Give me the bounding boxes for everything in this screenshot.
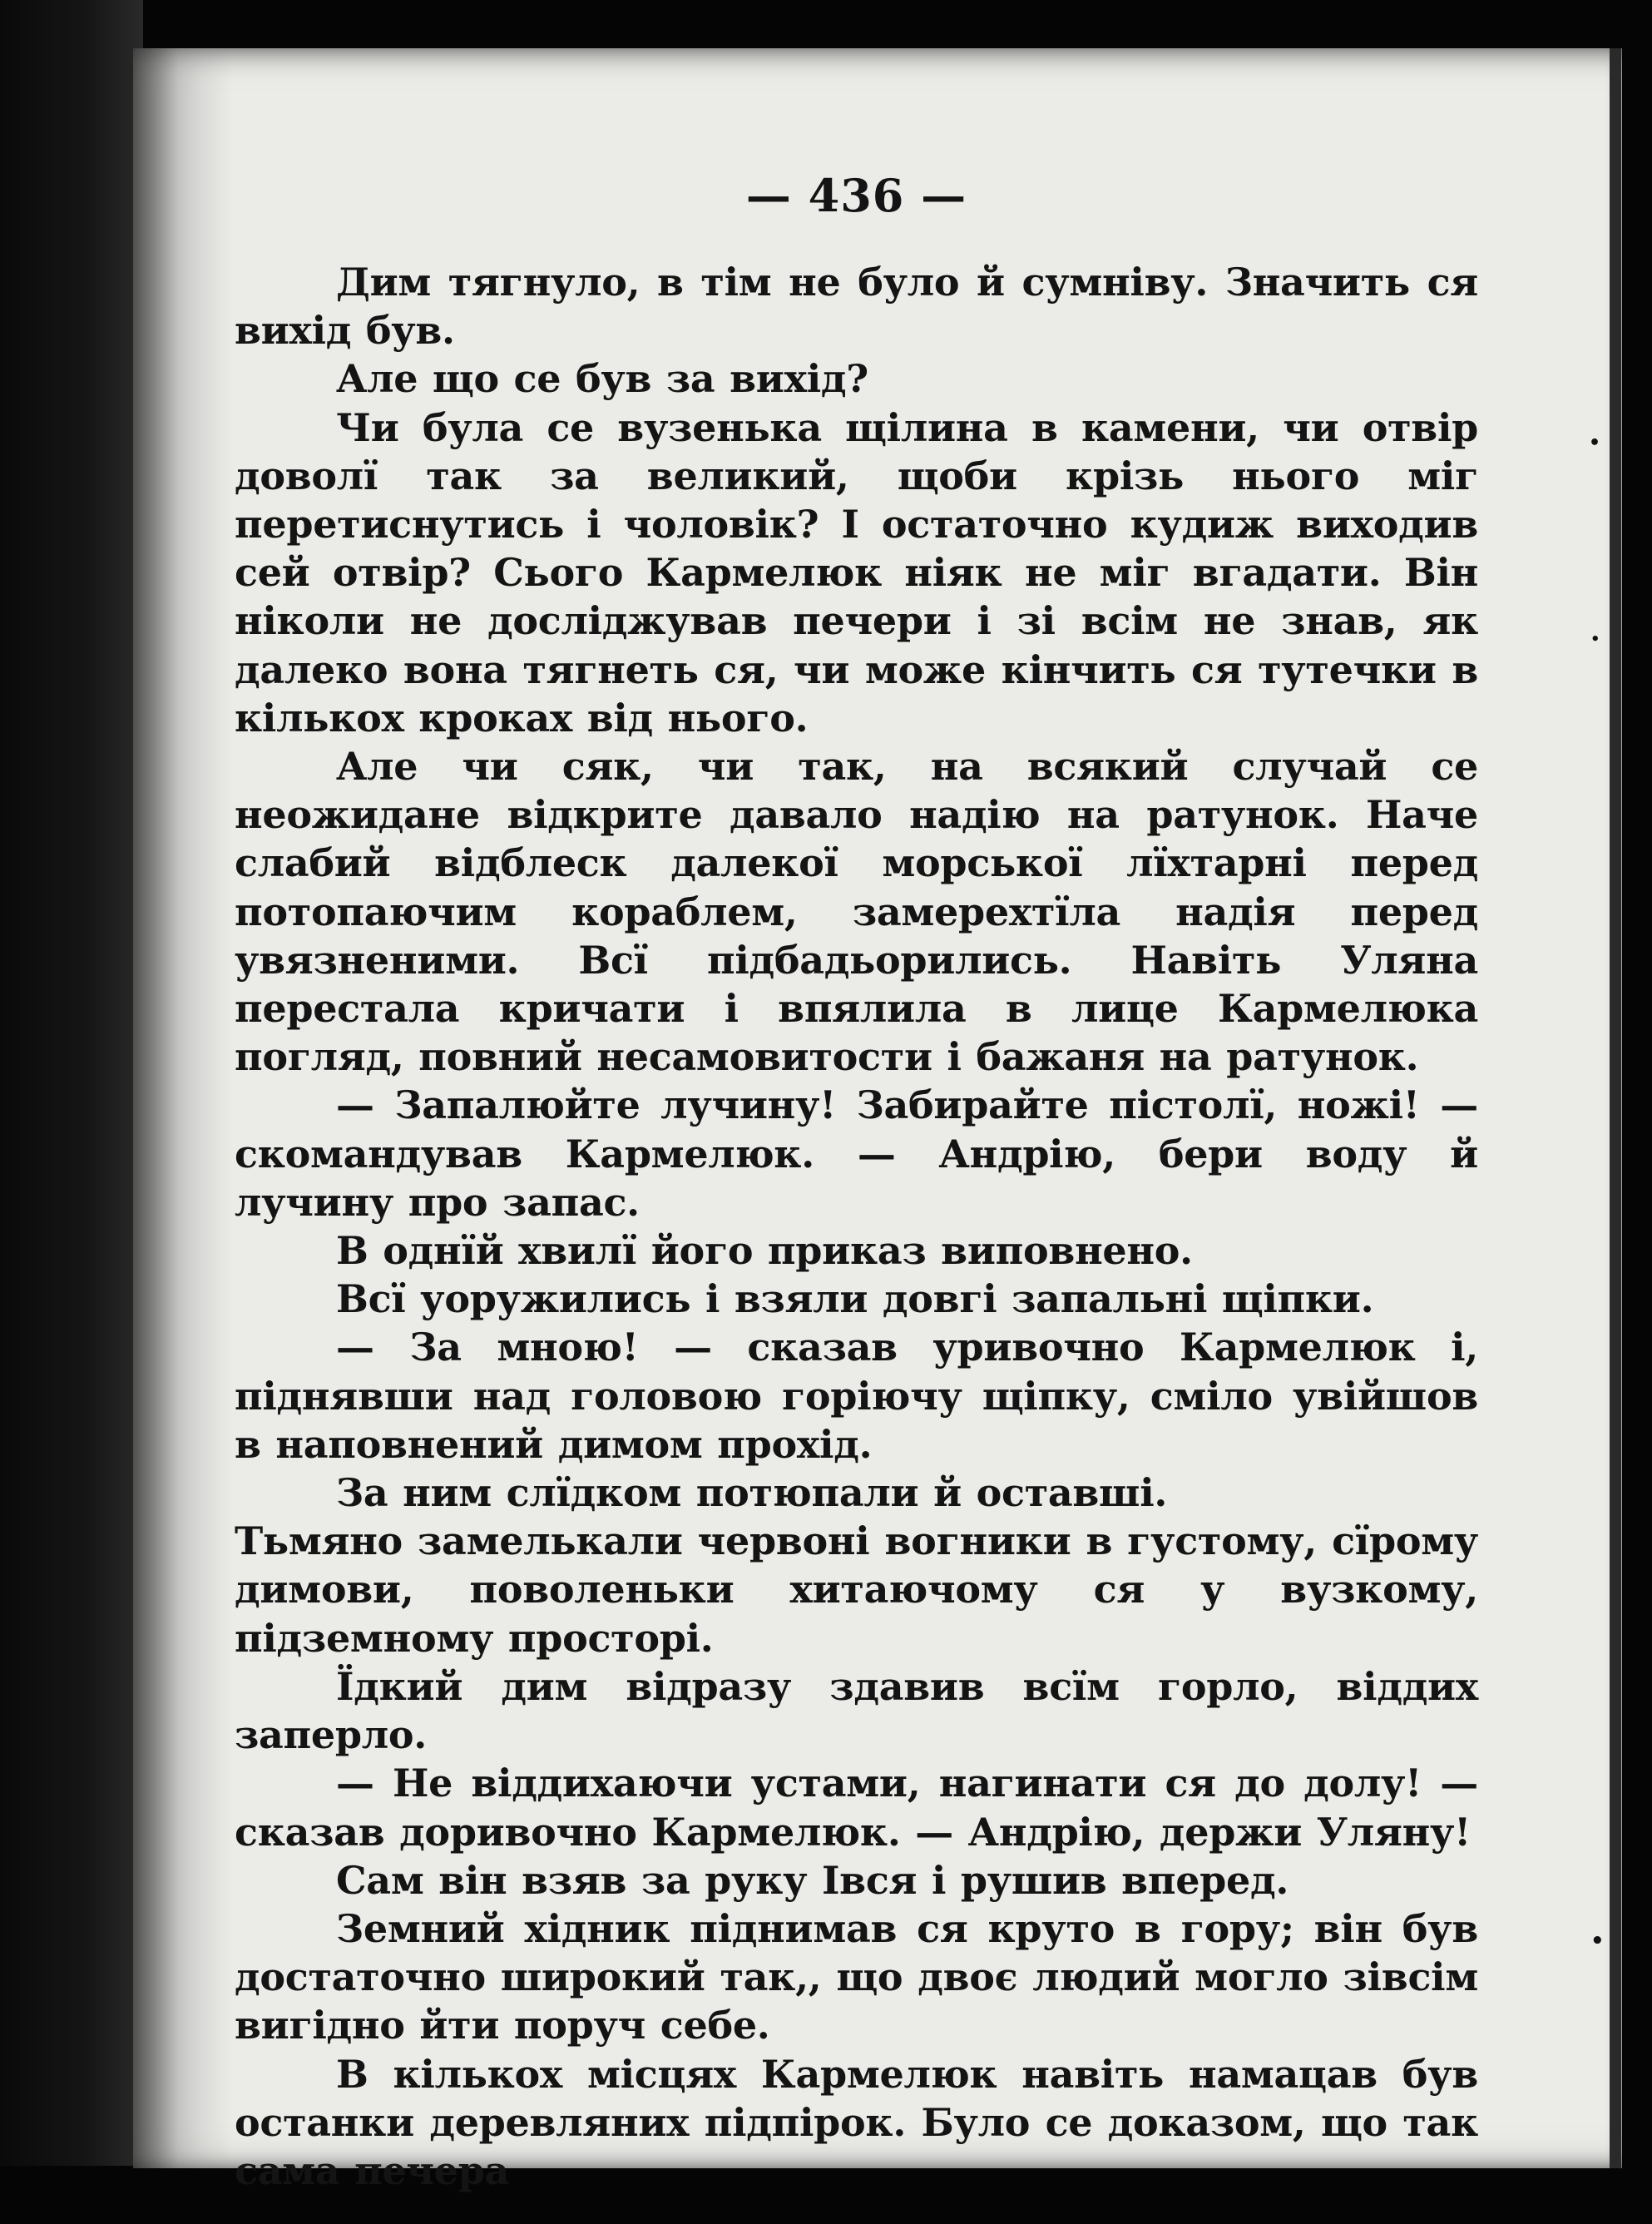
margin-speck: •	[1590, 1929, 1605, 1954]
paragraph: В однїй хвилї його приказ виповнено.	[336, 1228, 1193, 1274]
paragraph: Але чи сяк, чи так, на всякий случай се неожидане відкрите давало надію на ратунок. Наче слабий відблеск далекої морської лїхтарні перед потопаючим кораблем, замерехтїла надія перед увязненими. Всї підбадьорились. Навіть Уляна перестала кричати і впялила в лице Кармелюка погляд, повний несамовитости і бажаня на ратунок.	[235, 744, 1478, 1080]
page-number: — 436 —	[745, 169, 967, 222]
paragraph: Їдкий дим відразу здавив всїм горло, віддих заперло.	[235, 1663, 1478, 1758]
book-spine-shadow	[0, 0, 143, 2224]
paragraph: Земний хідник піднимав ся круто в гору; він був достаточно широкий так,, що двоє людий могло зівсім вигідно йти поруч себе.	[235, 1905, 1478, 2048]
paragraph: Але що се був за вихід?	[336, 356, 868, 402]
page-text-block	[235, 158, 1478, 2195]
paragraph: — За мною! — сказав уривочно Кармелюк і, піднявши над головою горіючу щіпку, сміло увійшов в наповнений димом прохід.	[235, 1325, 1478, 1467]
scan-border-top	[0, 0, 1652, 52]
paragraph: В кількох місцях Кармелюк навіть намацав був останки деревляних підпірок. Було се доказом, що так сама печера	[235, 2051, 1478, 2193]
paragraph: Дим тягнуло, в тім не було й сумніву. Значить ся вихід був.	[235, 260, 1478, 354]
paragraph: — Не віддихаючи устами, нагинати ся до долу! — сказав доривочно Кармелюк. — Андрію, держи Уляну!	[235, 1761, 1478, 1855]
page-gutter-shade	[133, 48, 233, 2168]
paragraph: Тьмяно замелькали червоні вогники в густому, сїрому димови, поволеньки хитаючому ся у вузкому, підземному просторі.	[235, 1518, 1478, 1661]
page-right-edge	[1610, 48, 1621, 2168]
paragraph: Чи була се вузенька щілина в камени, чи отвір доволї так за великий, щоби крізь нього міг перетиснутись і чоловік? І остаточно кудиж виходив сей отвір? Сього Кармелюк ніяк не міг вгадати. Він ніколи не досліджував печери і зі всім не знав, як далеко вона тягнеть ся, чи може кінчить ся тутечки в кількох кроках від нього.	[235, 404, 1478, 741]
scan-border-right	[1617, 0, 1652, 2224]
margin-speck: •	[1589, 433, 1601, 453]
paragraph: Сам він взяв за руку Івся і рушив вперед.	[336, 1857, 1289, 1903]
paragraph: Всї уоружились і взяли довгі запальні щіпки.	[336, 1276, 1374, 1322]
paragraph: — Запалюйте лучину! Забирайте пістолї, ножі! — скомандував Кармелюк. — Андрію, бери воду й лучину про запас.	[235, 1082, 1478, 1225]
margin-speck: •	[1590, 631, 1600, 648]
paragraph: За ним слїдком потюпали й оставші.	[336, 1470, 1168, 1516]
